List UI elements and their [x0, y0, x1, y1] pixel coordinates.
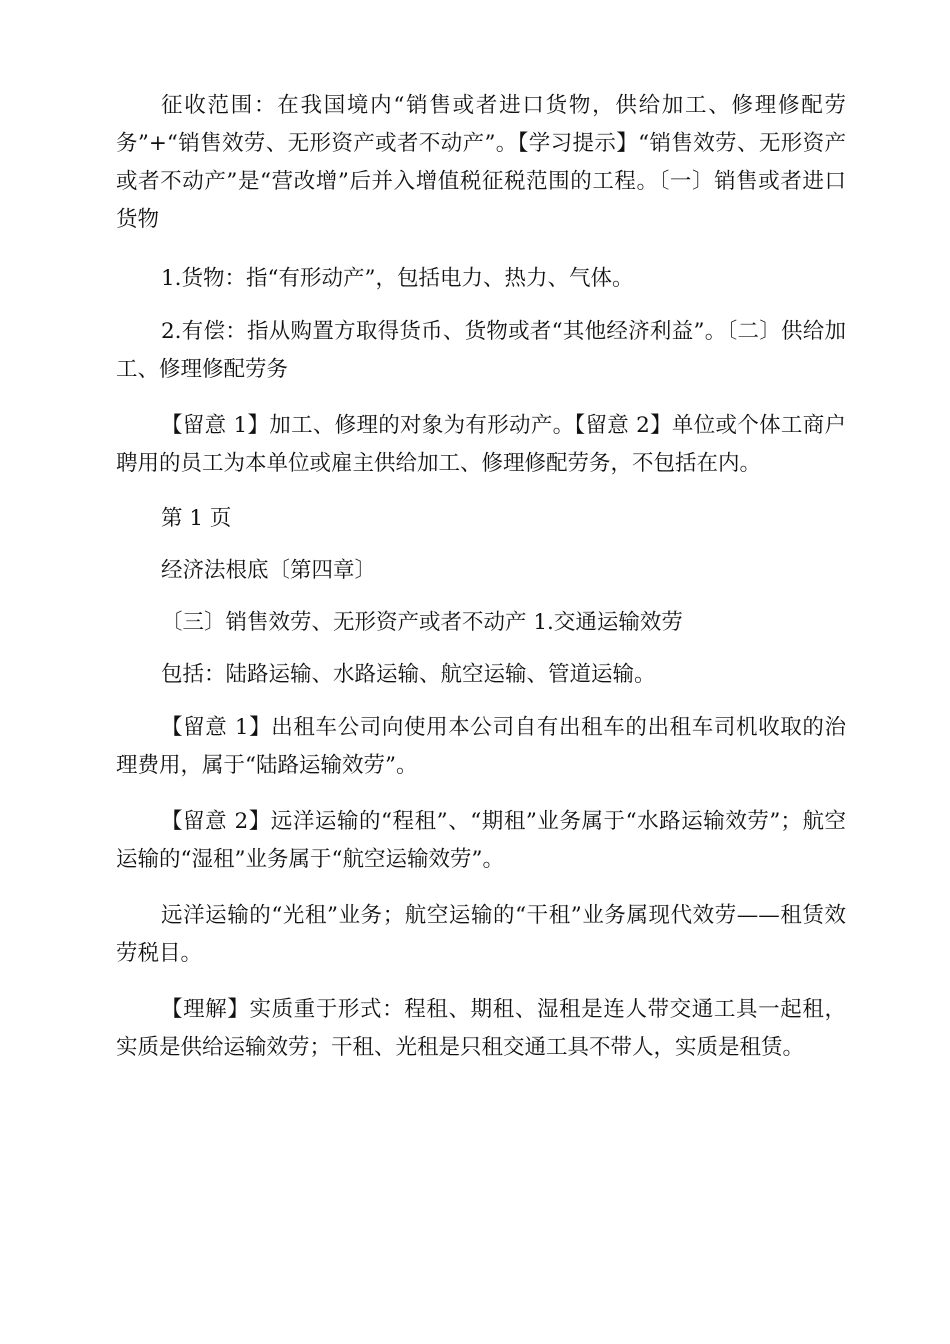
paragraph-scope: 征收范围：在我国境内“销售或者进口货物，供给加工、修理修配劳务”+“销售效劳、无形资产或者不动产”。【学习提示】“销售效劳、无形资产或者不动产”是“营改增”后并入增值税征税范围的工程。〔一〕销售或者进口货物: [116, 93, 846, 232]
paragraph-note-charter: 【留意 2】远洋运输的“程租”、“期租”业务属于“水路运输效劳”；航空运输的“湿租”业务属于“航空运输效劳”。: [116, 809, 846, 872]
paragraph-paid: 2.有偿：指从购置方取得货币、货物或者“其他经济利益”。〔二〕供给加工、修理修配劳务: [116, 319, 846, 382]
paragraph-bare-lease: 远洋运输的“光租”业务；航空运输的“干租”业务属现代效劳——租赁效劳税目。: [116, 903, 846, 966]
paragraph-note-taxi: 【留意 1】出租车公司向使用本公司自有出租车的出租车司机收取的治理费用，属于“陆路运输效劳”。: [116, 715, 846, 778]
running-header: 经济法根底〔第四章〕: [161, 558, 377, 583]
section-heading-services: 〔三〕销售效劳、无形资产或者不动产 1.交通运输效劳: [161, 610, 683, 635]
paragraph-note-processing: 【留意 1】加工、修理的对象为有形动产。【留意 2】单位或个体工商户聘用的员工为本单位或雇主供给加工、修理修配劳务，不包括在内。: [116, 413, 846, 476]
page-number: 第 1 页: [161, 506, 232, 531]
paragraph-transport-types: 包括：陆路运输、水路运输、航空运输、管道运输。: [161, 662, 656, 687]
paragraph-goods: 1.货物：指“有形动产”，包括电力、热力、气体。: [161, 266, 634, 291]
paragraph-understanding: 【理解】实质重于形式：程租、期租、湿租是连人带交通工具一起租，实质是供给运输效劳；干租、光租是只租交通工具不带人，实质是租赁。: [116, 997, 846, 1060]
